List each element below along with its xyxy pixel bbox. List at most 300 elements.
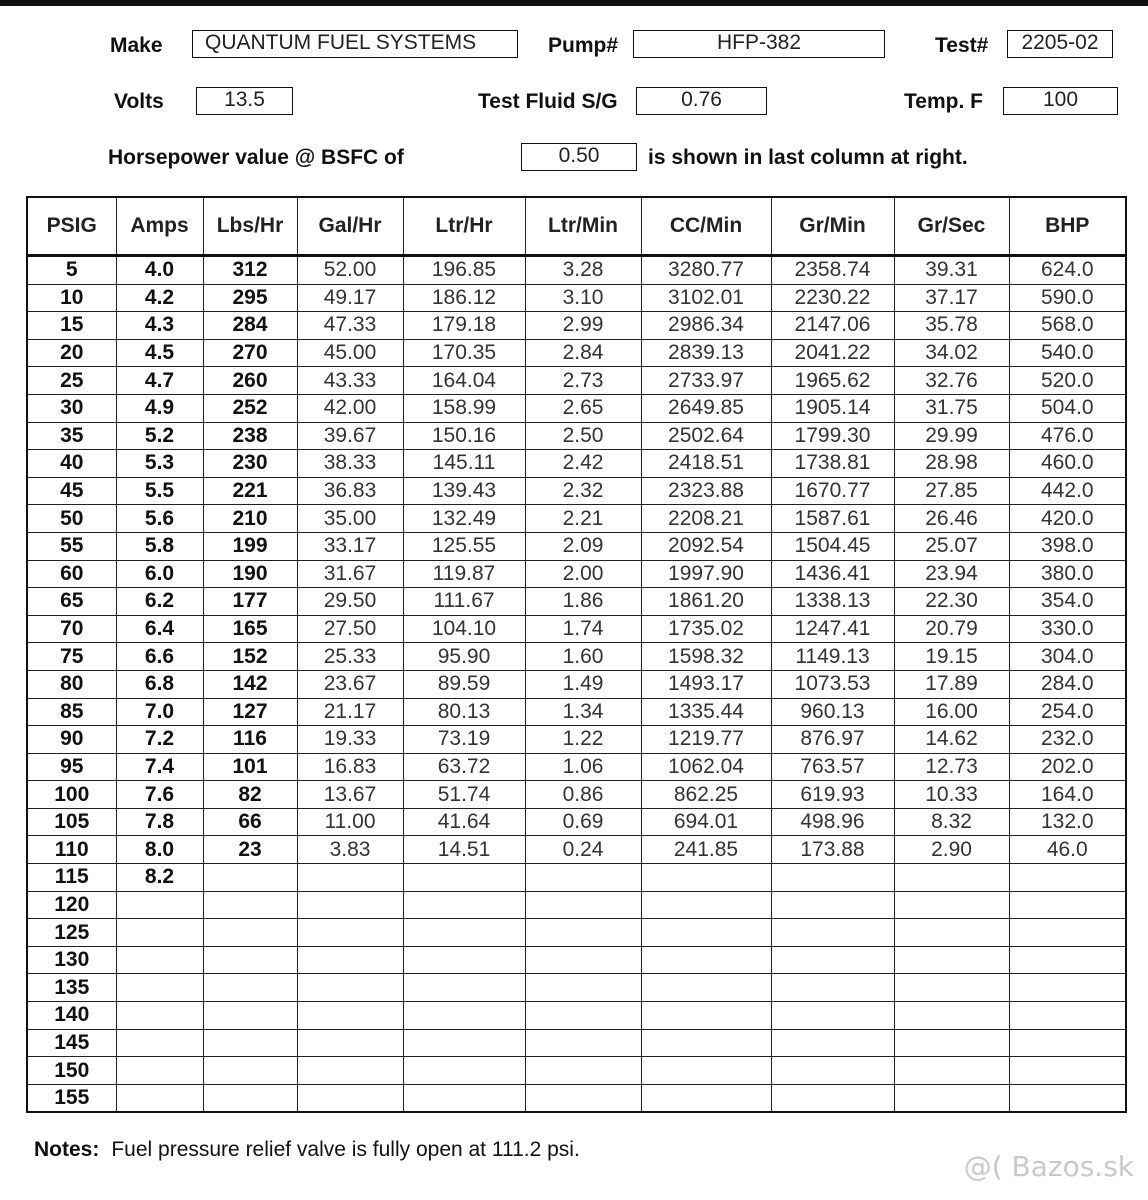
table-cell — [641, 1057, 771, 1085]
table-cell: 5 — [27, 256, 116, 285]
table-cell: 1.34 — [525, 698, 641, 726]
table-cell: 6.0 — [116, 560, 203, 588]
table-cell: 135 — [27, 974, 116, 1002]
table-cell — [203, 1084, 297, 1112]
table-cell: 504.0 — [1009, 394, 1126, 422]
table-cell: 3.83 — [297, 836, 403, 864]
table-cell: 11.00 — [297, 808, 403, 836]
table-cell — [894, 1029, 1009, 1057]
table-cell: 2147.06 — [771, 312, 894, 340]
table-cell: 101 — [203, 753, 297, 781]
table-cell — [203, 919, 297, 947]
table-cell: 82 — [203, 781, 297, 809]
table-cell: 6.2 — [116, 588, 203, 616]
table-row — [27, 643, 1126, 671]
table-cell: 1073.53 — [771, 670, 894, 698]
bsfc-field: 0.50 — [521, 143, 637, 171]
table-row — [27, 670, 1126, 698]
table-cell: 1905.14 — [771, 394, 894, 422]
table-cell: 2839.13 — [641, 339, 771, 367]
table-cell — [116, 1029, 203, 1057]
table-cell: 165 — [203, 615, 297, 643]
table-cell: 1.22 — [525, 726, 641, 754]
table-cell: 2092.54 — [641, 532, 771, 560]
table-cell: 36.83 — [297, 477, 403, 505]
table-cell: 42.00 — [297, 394, 403, 422]
table-cell: 2418.51 — [641, 450, 771, 478]
table-cell — [297, 864, 403, 892]
horsepower-bsfc-label: Horsepower value @ BSFC of — [108, 146, 404, 169]
table-cell: 173.88 — [771, 836, 894, 864]
volts-label: Volts — [114, 90, 164, 113]
table-cell: 2.42 — [525, 450, 641, 478]
table-cell: 16.00 — [894, 698, 1009, 726]
table-cell — [641, 891, 771, 919]
table-cell: 125.55 — [403, 532, 525, 560]
column-header: CC/Min — [641, 197, 771, 256]
table-row — [27, 1002, 1126, 1030]
table-cell — [116, 1002, 203, 1030]
table-cell: 7.0 — [116, 698, 203, 726]
table-cell: 295 — [203, 284, 297, 312]
test-fluid-sg-label: Test Fluid S/G — [478, 90, 618, 113]
column-header: Gr/Min — [771, 197, 894, 256]
table-cell — [297, 1029, 403, 1057]
table-row — [27, 1084, 1126, 1112]
table-row — [27, 560, 1126, 588]
table-cell — [297, 1057, 403, 1085]
table-cell: 862.25 — [641, 781, 771, 809]
table-cell — [403, 864, 525, 892]
table-cell — [525, 1029, 641, 1057]
table-cell: 1587.61 — [771, 505, 894, 533]
table-cell: 21.17 — [297, 698, 403, 726]
horsepower-note: is shown in last column at right. — [648, 146, 968, 169]
table-cell: 1598.32 — [641, 643, 771, 671]
pump-label: Pump# — [548, 34, 619, 57]
table-row — [27, 919, 1126, 947]
table-cell: 31.75 — [894, 394, 1009, 422]
temp-label: Temp. F — [904, 90, 983, 113]
table-cell: 2986.34 — [641, 312, 771, 340]
table-cell — [641, 864, 771, 892]
table-cell: 15 — [27, 312, 116, 340]
table-cell: 476.0 — [1009, 422, 1126, 450]
table-cell: 115 — [27, 864, 116, 892]
table-cell — [641, 974, 771, 1002]
table-cell: 8.32 — [894, 808, 1009, 836]
table-cell: 65 — [27, 588, 116, 616]
table-cell — [1009, 919, 1126, 947]
table-cell — [525, 974, 641, 1002]
table-cell: 140 — [27, 1002, 116, 1030]
table-cell: 35.78 — [894, 312, 1009, 340]
pump-field: HFP-382 — [633, 30, 885, 58]
table-cell: 32.76 — [894, 367, 1009, 395]
table-cell: 354.0 — [1009, 588, 1126, 616]
table-cell — [203, 1029, 297, 1057]
table-cell — [525, 891, 641, 919]
table-row — [27, 367, 1126, 395]
table-cell: 75 — [27, 643, 116, 671]
table-row — [27, 532, 1126, 560]
table-cell: 4.7 — [116, 367, 203, 395]
table-cell — [403, 891, 525, 919]
table-cell: 270 — [203, 339, 297, 367]
table-cell: 26.46 — [894, 505, 1009, 533]
table-cell: 196.85 — [403, 256, 525, 285]
table-cell — [771, 891, 894, 919]
table-row — [27, 256, 1126, 285]
table-cell: 127 — [203, 698, 297, 726]
table-cell: 420.0 — [1009, 505, 1126, 533]
table-cell: 1738.81 — [771, 450, 894, 478]
table-cell: 1149.13 — [771, 643, 894, 671]
table-cell: 125 — [27, 919, 116, 947]
table-cell: 694.01 — [641, 808, 771, 836]
table-row — [27, 477, 1126, 505]
table-cell: 33.17 — [297, 532, 403, 560]
table-cell: 2041.22 — [771, 339, 894, 367]
table-cell: 35.00 — [297, 505, 403, 533]
column-header: Gr/Sec — [894, 197, 1009, 256]
table-cell — [203, 974, 297, 1002]
table-cell: 34.02 — [894, 339, 1009, 367]
table-cell — [525, 1002, 641, 1030]
table-cell — [297, 946, 403, 974]
table-cell: 25 — [27, 367, 116, 395]
table-cell: 111.67 — [403, 588, 525, 616]
table-cell: 0.86 — [525, 781, 641, 809]
table-row — [27, 505, 1126, 533]
table-cell — [116, 946, 203, 974]
table-cell — [525, 1057, 641, 1085]
table-cell: 27.85 — [894, 477, 1009, 505]
table-cell: 1.74 — [525, 615, 641, 643]
table-cell: 4.3 — [116, 312, 203, 340]
table-cell — [297, 1084, 403, 1112]
table-cell: 6.8 — [116, 670, 203, 698]
table-cell: 80.13 — [403, 698, 525, 726]
table-cell: 40 — [27, 450, 116, 478]
table-cell: 145.11 — [403, 450, 525, 478]
table-cell — [403, 919, 525, 947]
table-cell: 241.85 — [641, 836, 771, 864]
table-cell: 17.89 — [894, 670, 1009, 698]
column-header: Lbs/Hr — [203, 197, 297, 256]
table-cell: 179.18 — [403, 312, 525, 340]
table-cell — [641, 946, 771, 974]
table-cell: 520.0 — [1009, 367, 1126, 395]
test-fluid-sg-field: 0.76 — [636, 87, 767, 115]
table-cell: 132.49 — [403, 505, 525, 533]
table-cell: 1219.77 — [641, 726, 771, 754]
column-header: Amps — [116, 197, 203, 256]
table-cell: 540.0 — [1009, 339, 1126, 367]
table-cell — [403, 1057, 525, 1085]
table-cell: 380.0 — [1009, 560, 1126, 588]
table-cell — [1009, 974, 1126, 1002]
table-cell: 95 — [27, 753, 116, 781]
table-cell — [641, 1084, 771, 1112]
table-cell: 1861.20 — [641, 588, 771, 616]
table-cell — [894, 1057, 1009, 1085]
table-cell — [403, 946, 525, 974]
table-cell: 73.19 — [403, 726, 525, 754]
table-cell: 330.0 — [1009, 615, 1126, 643]
table-cell — [771, 919, 894, 947]
table-cell: 19.15 — [894, 643, 1009, 671]
table-cell: 50 — [27, 505, 116, 533]
table-cell: 1.86 — [525, 588, 641, 616]
bazos-watermark: @( Bazos.sk — [963, 1150, 1134, 1183]
table-cell — [403, 1002, 525, 1030]
table-cell: 7.2 — [116, 726, 203, 754]
table-cell: 170.35 — [403, 339, 525, 367]
table-cell: 624.0 — [1009, 256, 1126, 285]
table-cell — [297, 974, 403, 1002]
table-cell: 0.69 — [525, 808, 641, 836]
table-cell: 155 — [27, 1084, 116, 1112]
table-cell: 120 — [27, 891, 116, 919]
table-cell: 116 — [203, 726, 297, 754]
table-cell: 142 — [203, 670, 297, 698]
table-cell: 2230.22 — [771, 284, 894, 312]
table-cell: 2.65 — [525, 394, 641, 422]
table-cell: 1335.44 — [641, 698, 771, 726]
table-cell: 1965.62 — [771, 367, 894, 395]
table-cell: 150.16 — [403, 422, 525, 450]
table-cell: 442.0 — [1009, 477, 1126, 505]
table-cell: 190 — [203, 560, 297, 588]
table-cell — [297, 919, 403, 947]
table-row — [27, 339, 1126, 367]
table-cell: 254.0 — [1009, 698, 1126, 726]
table-cell — [297, 1002, 403, 1030]
table-cell: 199 — [203, 532, 297, 560]
table-cell: 45.00 — [297, 339, 403, 367]
table-cell: 4.9 — [116, 394, 203, 422]
table-cell: 2.90 — [894, 836, 1009, 864]
table-cell: 5.8 — [116, 532, 203, 560]
table-cell: 110 — [27, 836, 116, 864]
table-cell: 3280.77 — [641, 256, 771, 285]
table-cell: 2208.21 — [641, 505, 771, 533]
table-cell: 52.00 — [297, 256, 403, 285]
table-cell: 23.67 — [297, 670, 403, 698]
table-cell — [771, 1057, 894, 1085]
table-row — [27, 588, 1126, 616]
table-cell: 260 — [203, 367, 297, 395]
table-cell — [1009, 1002, 1126, 1030]
table-cell: 39.31 — [894, 256, 1009, 285]
table-cell: 398.0 — [1009, 532, 1126, 560]
table-cell: 46.0 — [1009, 836, 1126, 864]
table-cell: 30 — [27, 394, 116, 422]
table-cell: 139.43 — [403, 477, 525, 505]
column-header: Ltr/Hr — [403, 197, 525, 256]
table-cell: 130 — [27, 946, 116, 974]
table-cell: 2358.74 — [771, 256, 894, 285]
table-cell: 8.0 — [116, 836, 203, 864]
table-cell: 1.49 — [525, 670, 641, 698]
table-cell — [116, 974, 203, 1002]
table-row — [27, 615, 1126, 643]
table-cell: 1247.41 — [771, 615, 894, 643]
table-cell: 29.50 — [297, 588, 403, 616]
notes — [34, 1138, 580, 1162]
table-cell — [116, 1084, 203, 1112]
table-cell: 2.21 — [525, 505, 641, 533]
table-cell: 14.62 — [894, 726, 1009, 754]
table-cell: 619.93 — [771, 781, 894, 809]
table-cell — [203, 1002, 297, 1030]
table-cell: 145 — [27, 1029, 116, 1057]
table-cell: 16.83 — [297, 753, 403, 781]
table-cell: 2.32 — [525, 477, 641, 505]
table-cell: 164.0 — [1009, 781, 1126, 809]
table-cell: 2649.85 — [641, 394, 771, 422]
table-cell: 43.33 — [297, 367, 403, 395]
column-header: PSIG — [27, 197, 116, 256]
table-cell: 2.00 — [525, 560, 641, 588]
table-cell — [203, 891, 297, 919]
table-cell: 210 — [203, 505, 297, 533]
table-cell — [771, 974, 894, 1002]
table-cell — [116, 891, 203, 919]
table-row — [27, 698, 1126, 726]
table-cell: 2.84 — [525, 339, 641, 367]
table-cell: 104.10 — [403, 615, 525, 643]
table-cell: 100 — [27, 781, 116, 809]
table-cell — [771, 1002, 894, 1030]
table-cell: 2323.88 — [641, 477, 771, 505]
table-cell: 763.57 — [771, 753, 894, 781]
table-cell — [894, 946, 1009, 974]
table-cell — [894, 1084, 1009, 1112]
table-cell — [1009, 946, 1126, 974]
table-cell: 6.4 — [116, 615, 203, 643]
table-row — [27, 422, 1126, 450]
table-cell: 2.50 — [525, 422, 641, 450]
table-cell: 2502.64 — [641, 422, 771, 450]
table-cell: 252 — [203, 394, 297, 422]
table-cell: 8.2 — [116, 864, 203, 892]
table-cell: 152 — [203, 643, 297, 671]
table-cell: 2.99 — [525, 312, 641, 340]
table-cell: 41.64 — [403, 808, 525, 836]
table-cell: 1436.41 — [771, 560, 894, 588]
table-cell — [297, 891, 403, 919]
table-cell — [894, 864, 1009, 892]
table-cell: 13.67 — [297, 781, 403, 809]
table-cell: 60 — [27, 560, 116, 588]
make-field: QUANTUM FUEL SYSTEMS — [192, 30, 518, 58]
table-cell — [771, 1029, 894, 1057]
table-cell — [1009, 864, 1126, 892]
table-row — [27, 808, 1126, 836]
table-cell — [641, 1002, 771, 1030]
table-cell: 2.09 — [525, 532, 641, 560]
table-cell: 221 — [203, 477, 297, 505]
make-label: Make — [110, 34, 163, 57]
table-cell — [1009, 891, 1126, 919]
fuel-flow-table — [26, 196, 1127, 1113]
table-cell: 80 — [27, 670, 116, 698]
notes-text: Fuel pressure relief valve is fully open at 111.2 psi. — [111, 1138, 580, 1161]
table-cell: 89.59 — [403, 670, 525, 698]
table-row — [27, 450, 1126, 478]
table-cell: 158.99 — [403, 394, 525, 422]
table-cell: 7.8 — [116, 808, 203, 836]
table-row — [27, 974, 1126, 1002]
table-row — [27, 781, 1126, 809]
table-cell: 4.0 — [116, 256, 203, 285]
table-cell: 3.10 — [525, 284, 641, 312]
table-cell: 39.67 — [297, 422, 403, 450]
table-cell: 63.72 — [403, 753, 525, 781]
table-cell — [403, 1084, 525, 1112]
table-cell: 177 — [203, 588, 297, 616]
table-cell — [525, 1084, 641, 1112]
table-cell: 19.33 — [297, 726, 403, 754]
table-cell: 1670.77 — [771, 477, 894, 505]
table-cell — [1009, 1084, 1126, 1112]
table-row — [27, 726, 1126, 754]
table-cell: 4.5 — [116, 339, 203, 367]
table-cell: 66 — [203, 808, 297, 836]
table-cell: 25.07 — [894, 532, 1009, 560]
table-cell: 5.5 — [116, 477, 203, 505]
table-cell: 150 — [27, 1057, 116, 1085]
table-cell: 45 — [27, 477, 116, 505]
table-cell: 51.74 — [403, 781, 525, 809]
table-row — [27, 836, 1126, 864]
table-cell: 37.17 — [894, 284, 1009, 312]
table-cell: 23.94 — [894, 560, 1009, 588]
table-cell — [894, 1002, 1009, 1030]
table-cell: 29.99 — [894, 422, 1009, 450]
table-cell — [894, 974, 1009, 1002]
table-cell — [116, 919, 203, 947]
table-row — [27, 312, 1126, 340]
table-row — [27, 891, 1126, 919]
test-field: 2205-02 — [1007, 30, 1113, 58]
table-cell: 590.0 — [1009, 284, 1126, 312]
table-cell — [203, 946, 297, 974]
top-border — [0, 0, 1148, 6]
column-header: Gal/Hr — [297, 197, 403, 256]
table-cell: 568.0 — [1009, 312, 1126, 340]
table-cell: 186.12 — [403, 284, 525, 312]
table-cell: 132.0 — [1009, 808, 1126, 836]
table-cell — [525, 919, 641, 947]
table-cell: 202.0 — [1009, 753, 1126, 781]
table-cell: 284.0 — [1009, 670, 1126, 698]
table-row — [27, 1057, 1126, 1085]
table-row — [27, 1029, 1126, 1057]
table-cell: 1799.30 — [771, 422, 894, 450]
table-cell: 6.6 — [116, 643, 203, 671]
volts-field: 13.5 — [196, 87, 293, 115]
table-cell: 1338.13 — [771, 588, 894, 616]
table-cell — [641, 919, 771, 947]
table-cell: 85 — [27, 698, 116, 726]
table-row — [27, 864, 1126, 892]
test-label: Test# — [935, 34, 989, 57]
table-cell: 284 — [203, 312, 297, 340]
table-cell: 90 — [27, 726, 116, 754]
